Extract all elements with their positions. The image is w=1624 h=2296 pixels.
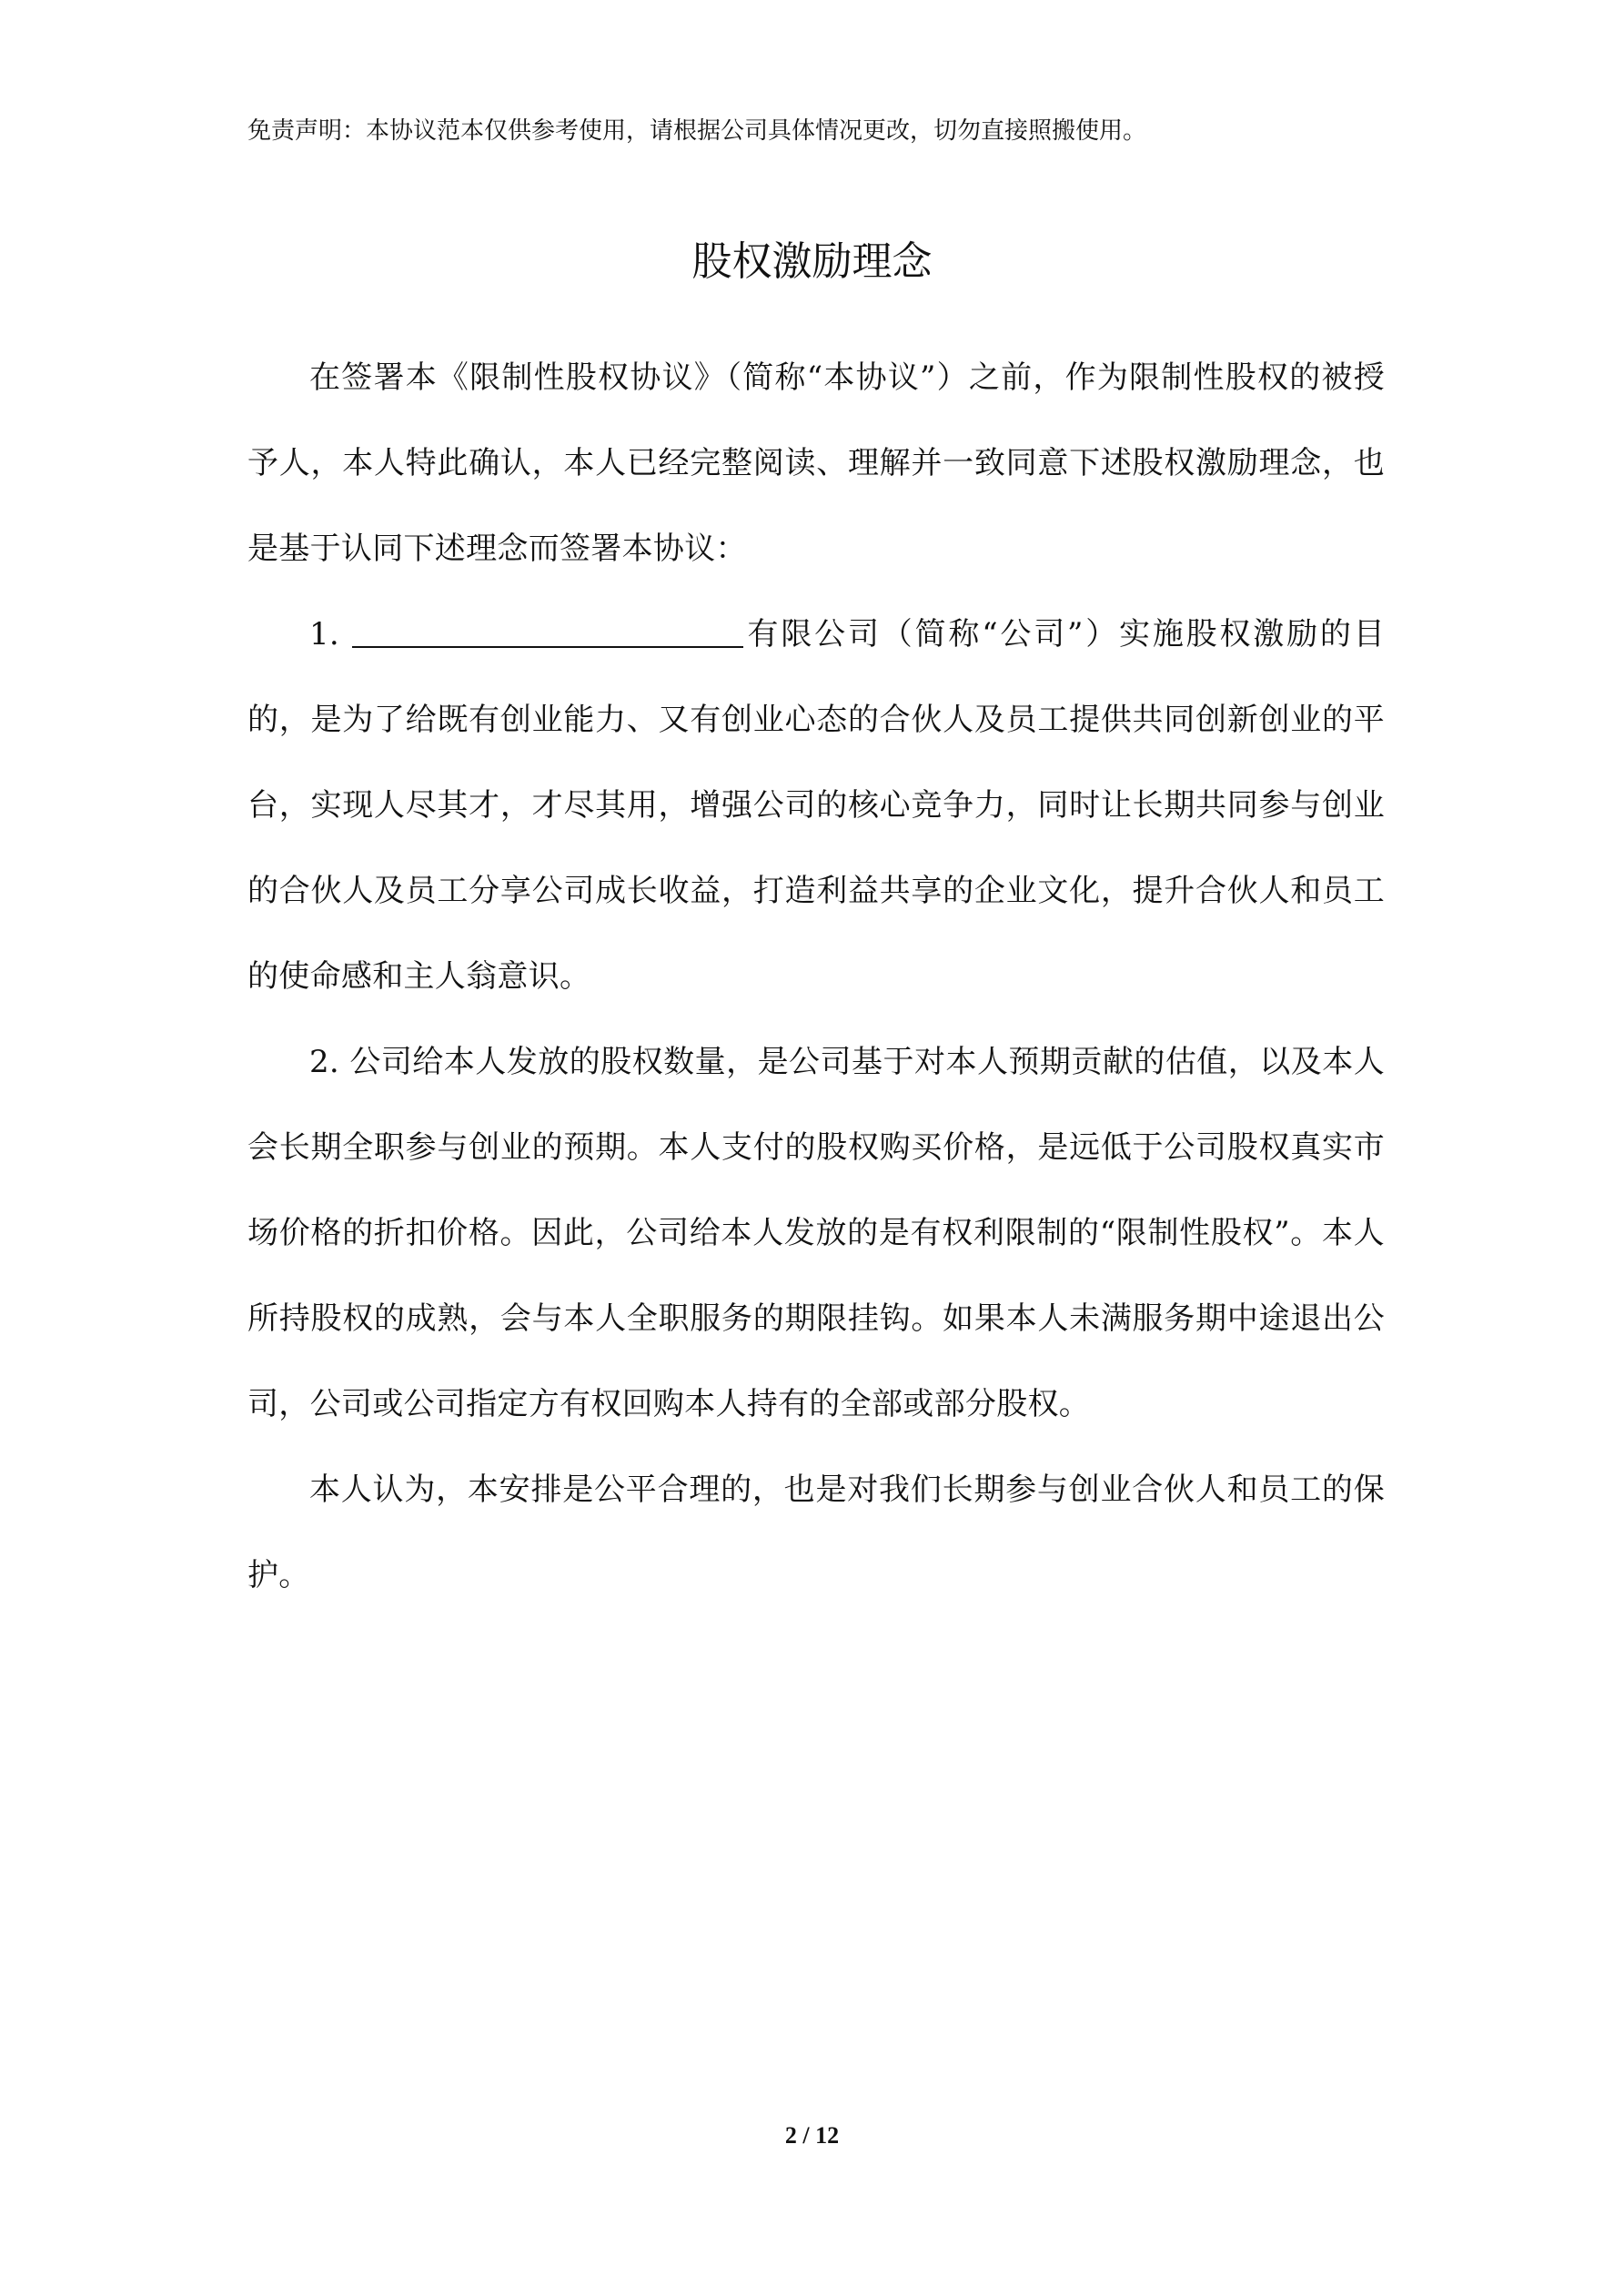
item-1-paragraph	[247, 592, 1385, 1019]
disclaimer-text: 免责声明：本协议范本仅供参考使用，请根据公司具体情况更改，切勿直接照搬使用。	[247, 117, 1147, 145]
item-1-text: 有限公司（简称“公司”）实施股权激励的目的，是为了给既有创业能力、又有创业心态的合伙人及员工提供共同创新创业的平台，实现人尽其才，才尽其用，增强公司的核心竞争力，同时让长期共同参与创业的合伙人及员工分享公司成长收益，打造利益共享的企业文化，提升合伙人和员工的使命感和主人翁意识。	[247, 616, 1385, 995]
page-number: 2 / 12	[784, 2122, 840, 2149]
item-2-number: 2.	[309, 1044, 340, 1080]
item-1-number: 1.	[309, 616, 340, 652]
intro-paragraph: 在签署本《限制性股权协议》（简称“本协议”）之前，作为限制性股权的被授予人，本人特此确认，本人已经完整阅读、理解并一致同意下述股权激励理念，也是基于认同下述理念而签署本协议：	[247, 359, 1385, 567]
conclusion-paragraph: 本人认为，本安排是公平合理的，也是对我们长期参与创业合伙人和员工的保护。	[247, 1472, 1385, 1593]
item-2-paragraph	[247, 1019, 1385, 1447]
document-title: 股权激励理念	[691, 238, 933, 285]
item-2-text: 公司给本人发放的股权数量，是公司基于对本人预期贡献的估值，以及本人会长期全职参与创业的预期。本人支付的股权购买价格，是远低于公司股权真实市场价格的折扣价格。因此，公司给本人发放的是有权利限制的“限制性股权”。本人所持股权的成熟，会与本人全职服务的期限挂钩。如果本人未满服务期中途退出公司，公司或公司指定方有权回购本人持有的全部或部分股权。	[247, 1044, 1385, 1422]
company-name-blank[interactable]	[352, 615, 743, 648]
document-body	[247, 335, 1385, 1618]
